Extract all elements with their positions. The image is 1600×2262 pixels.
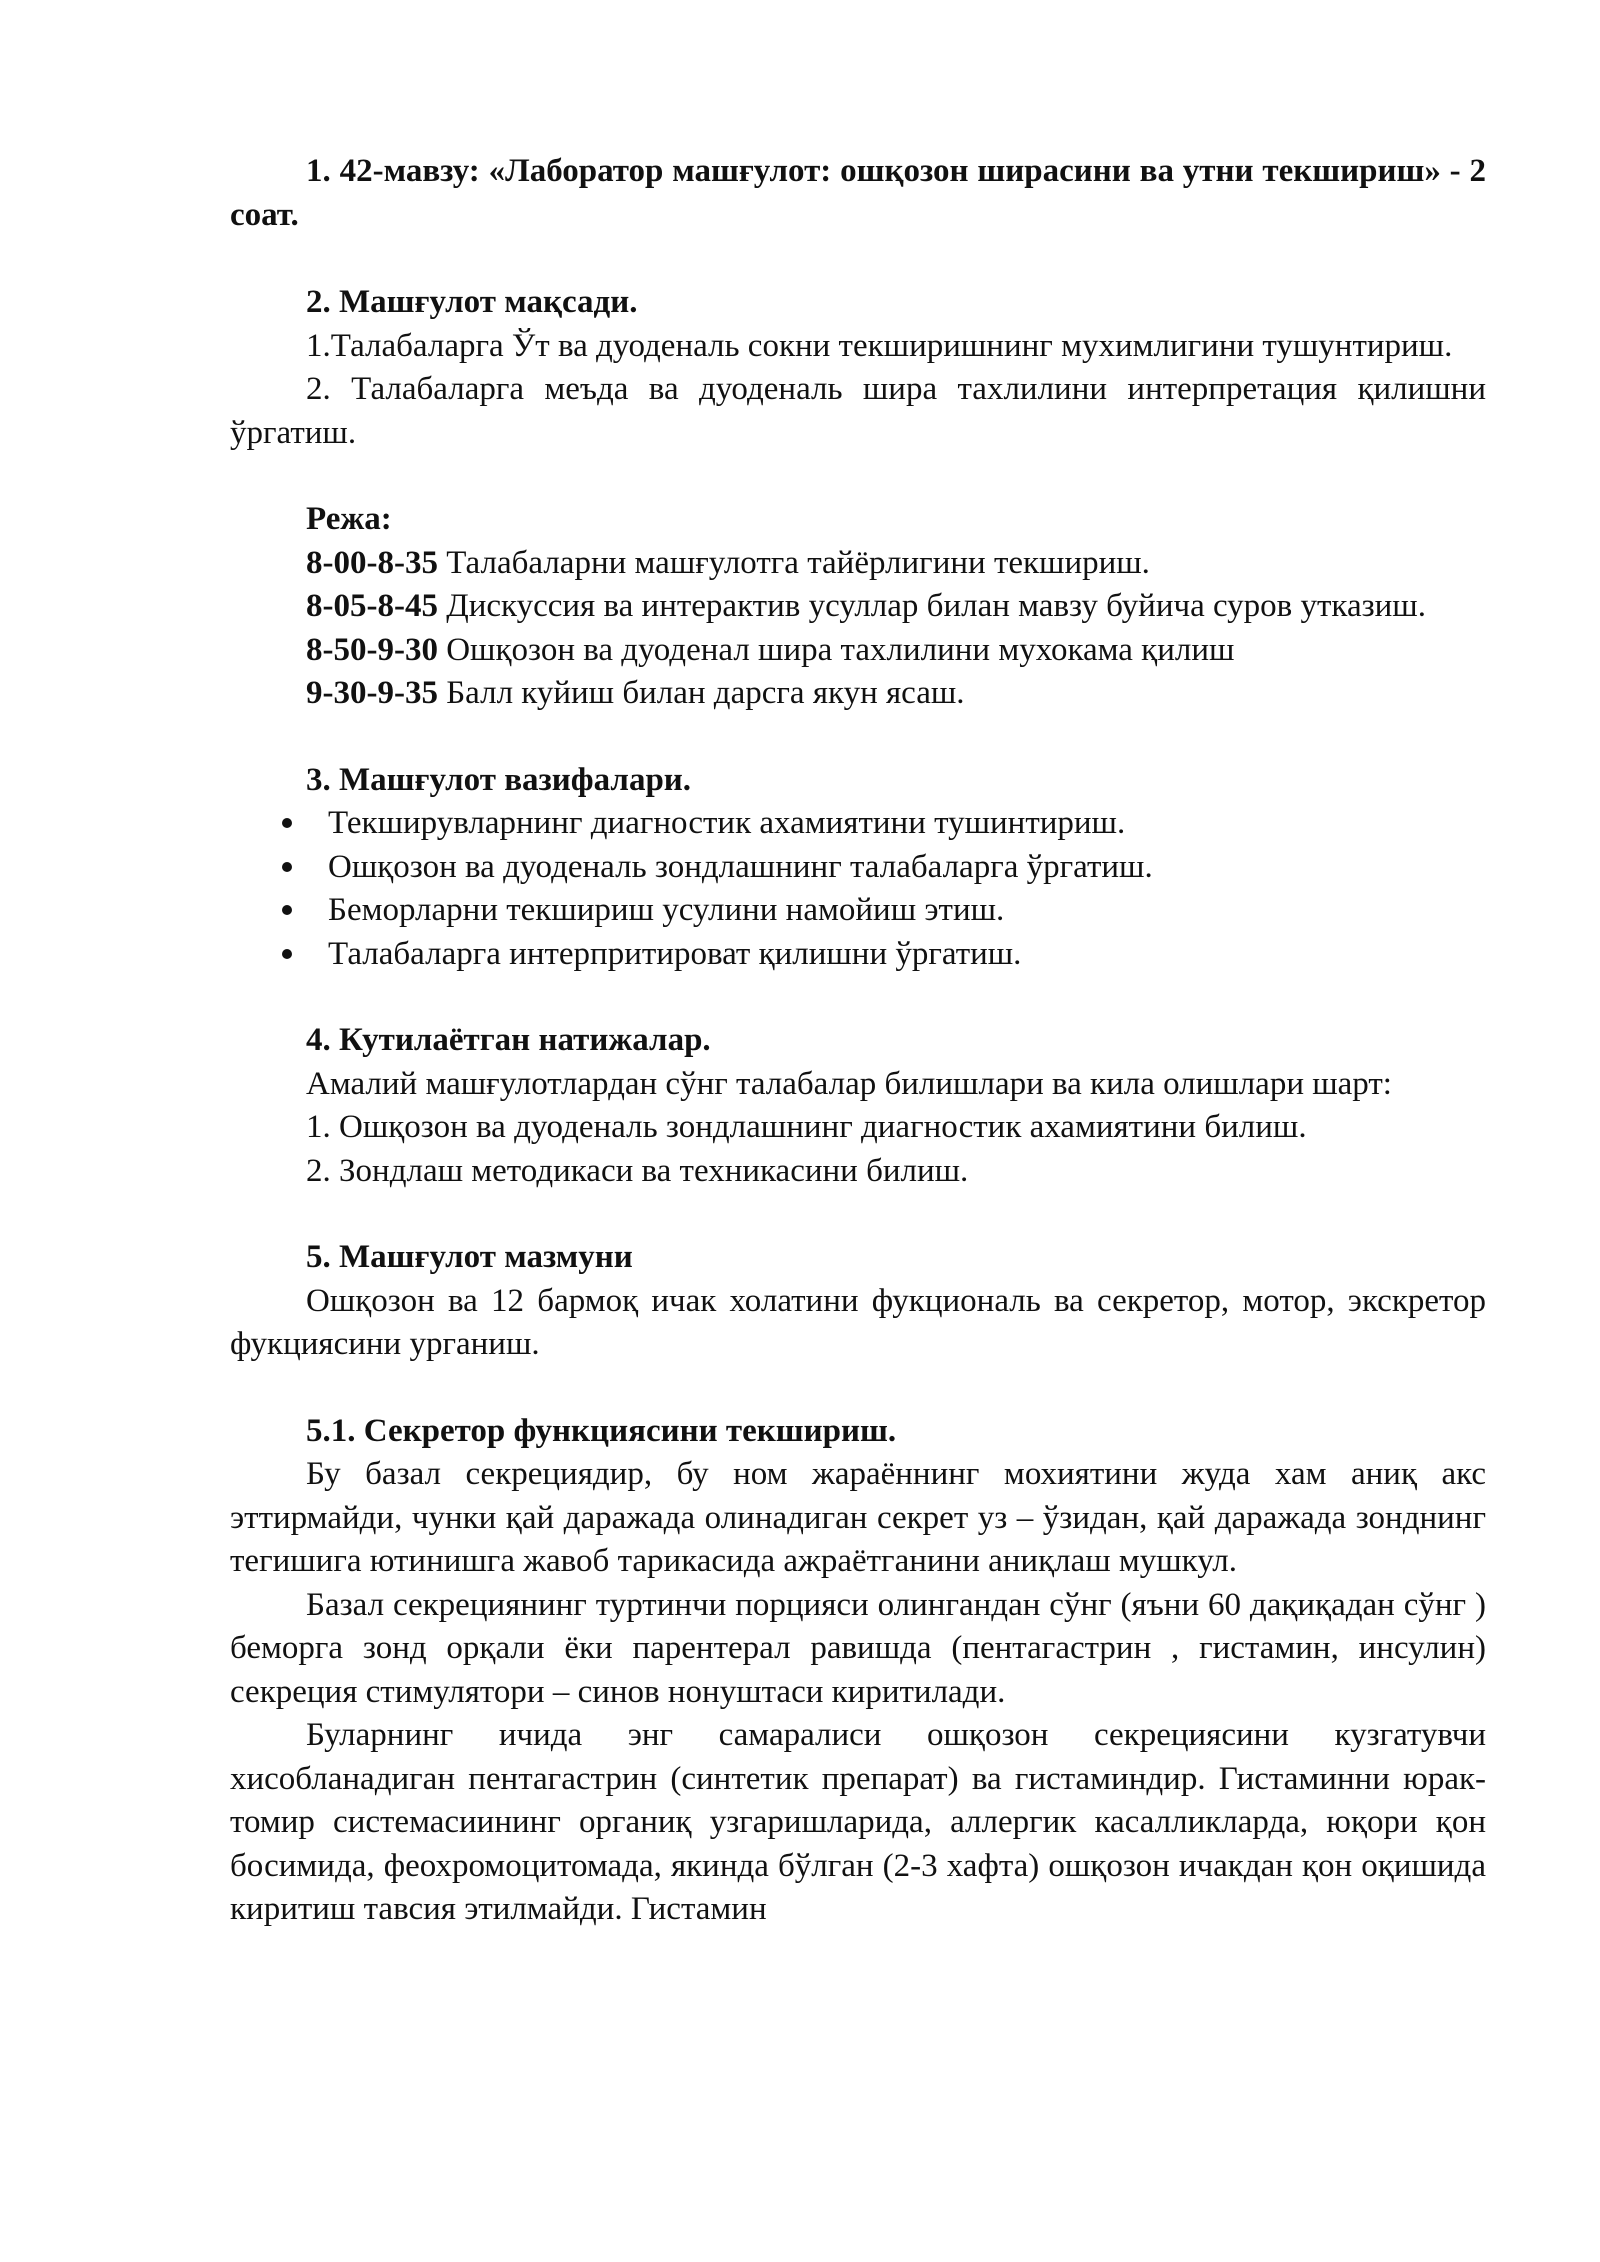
content-text: Ошқозон ва 12 бармоқ ичак холатини фукциональ ва секретор, мотор, экскретор фукциясини урганиш. <box>230 1282 1486 1362</box>
plan-row <box>230 672 1486 716</box>
plan-text: Балл куйиш билан дарсга якун ясаш. <box>437 675 965 711</box>
plan-text: Талабаларни машғулотга тайёрлигини текшириш. <box>437 544 1150 581</box>
goal-item-2: 2. Талабаларга меъда ва дуоденаль шира тахлилини интерпретация қилишни ўргатиш. <box>230 371 1486 451</box>
plan-heading: Режа: <box>306 501 392 537</box>
bullet-icon <box>282 818 292 828</box>
secretory-paragraph-3: Буларнинг ичида энг самаралиси ошқозон секрециясини кузгатувчи хисобланадиган пентагастрин (синтетик препарат) ва гистаминдир. Гистаминни юрак-томир системасиининг органиқ узгаришларида, аллергик касалликларда, юқори қон босимида, феохромоцитомада, якинда бўлган (2-3 хафта) ошқозон ичакдан қон оқишида киритиш тавсия этилмайди. Гистамин <box>230 1717 1486 1927</box>
plan-row <box>230 542 1486 586</box>
secretory-paragraph-1: Бу базал секрециядир, бу ном жараённинг мохиятини жуда хам аниқ акс эттирмайди, чунки қай даражада олинадиган секрет уз – ўзидан, қай даражада зонднинг тегишига ютинишга жавоб тарикасида ажраётганини аниқлаш мушкул. <box>230 1456 1486 1579</box>
results-item-1: 1. Ошқозон ва дуоденаль зондлашнинг диагностик ахамиятини билиш. <box>306 1109 1307 1145</box>
plan-time: 8-00-8-35 <box>306 544 438 581</box>
bullet-icon <box>282 862 292 872</box>
results-heading: 4. Кутилаётган натижалар. <box>306 1022 711 1058</box>
plan-time: 8-05-8-45 <box>306 588 438 624</box>
document-page <box>230 150 1486 1932</box>
results-intro: Амалий машғулотлардан сўнг талабалар билишлари ва кила олишлари шарт: <box>306 1065 1392 1102</box>
plan-row <box>230 629 1486 673</box>
list-item <box>230 802 1486 846</box>
list-item <box>230 933 1486 977</box>
list-item <box>230 846 1486 890</box>
task-text: Талабаларга интерпритироват қилишни ўргатиш. <box>328 935 1022 972</box>
task-text: Текширувларнинг диагностик ахамиятини тушинтириш. <box>328 805 1126 841</box>
bullet-icon <box>282 905 292 915</box>
topic-heading: 1. 42-мавзу: «Лаборатор машғулот: ошқозон ширасини ва утни текшириш» - 2 соат. <box>230 153 1486 233</box>
bullet-icon <box>282 949 292 959</box>
content-heading: 5. Машғулот мазмуни <box>306 1239 633 1275</box>
secretory-paragraph-2: Базал секрециянинг туртинчи порцияси олингандан сўнг (яъни 60 дақиқадан сўнг ) беморга зонд орқали ёки парентерал равишда (пентагастрин , гистамин, инсулин) секреция стимулятори – синов нонуштаси киритилади. <box>230 1586 1486 1710</box>
plan-text: Дискуссия ва интерактив усуллар билан мавзу буйича суров утказиш. <box>437 588 1426 624</box>
goal-item-1: 1.Талабаларга Ўт ва дуоденаль сокни текширишнинг мухимлигини тушунтириш. <box>306 327 1453 364</box>
tasks-list <box>230 802 1486 976</box>
tasks-heading: 3. Машғулот вазифалари. <box>306 761 692 798</box>
task-text: Ошқозон ва дуоденаль зондлашнинг талабаларга ўргатиш. <box>328 848 1153 885</box>
results-item-2: 2. Зондлаш методикаси ва техникасини билиш. <box>306 1152 969 1189</box>
secretory-heading: 5.1. Секретор функциясини текшириш. <box>306 1412 897 1449</box>
goal-heading: 2. Машғулот мақсади. <box>306 284 638 320</box>
plan-time: 8-50-9-30 <box>306 631 438 668</box>
plan-row <box>230 585 1486 629</box>
plan-time: 9-30-9-35 <box>306 675 438 711</box>
plan-text: Ошқозон ва дуоденал шира тахлилини мухокама қилиш <box>437 631 1235 668</box>
task-text: Беморларни текшириш усулини намойиш этиш. <box>328 892 1005 928</box>
list-item <box>230 889 1486 933</box>
